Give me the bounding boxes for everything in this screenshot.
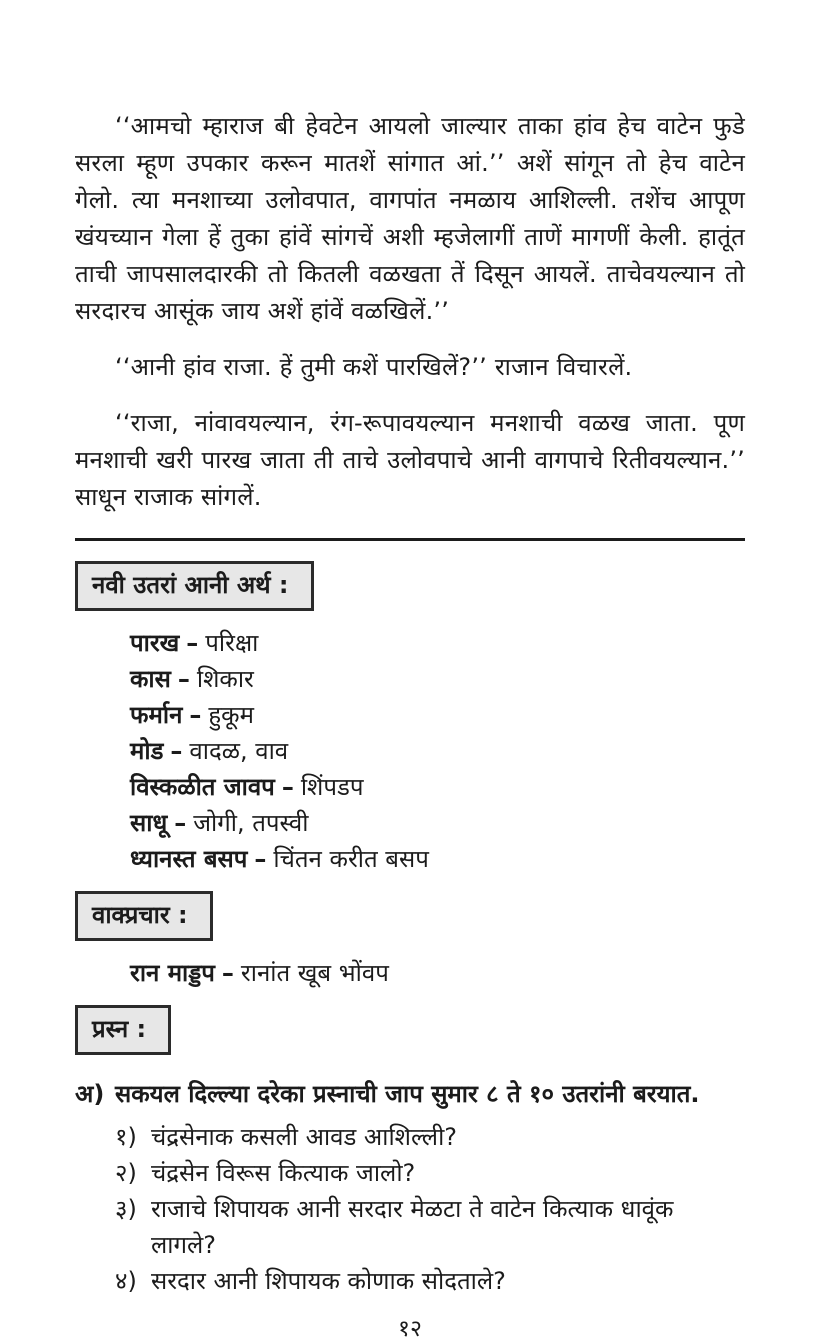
story-paragraph: ‘‘राजा, नांवावयल्यान, रंग-रूपावयल्यान मनशाची वळख जाता. पूण मनशाची खरी पारख जाता ती ताचे उलोवपाचे आनी वागपाचे रितीवयल्यान.’’ साधून राजाक सांगलें. xyxy=(75,409,745,511)
vocab-dash: – xyxy=(177,665,190,693)
vocab-term: मोड xyxy=(130,737,164,765)
questions-section-title xyxy=(75,1005,171,1055)
questions-intro xyxy=(75,1077,745,1111)
page-number: १२ xyxy=(398,1316,422,1342)
vocab-meaning: वादळ, वाव xyxy=(189,737,289,765)
phrase-term: रान माड्डप xyxy=(130,959,215,987)
vocab-meaning: जोगी, तपस्वी xyxy=(193,809,309,837)
vocab-entry xyxy=(130,697,745,733)
section-divider xyxy=(75,538,745,541)
phrase-dash: – xyxy=(221,959,234,987)
vocab-entry xyxy=(130,769,745,805)
vocab-meaning: हुकूम xyxy=(208,701,254,729)
vocab-term: ध्यानस्त बसप xyxy=(130,845,248,873)
phrase-meaning: रानांत खूब भोंवप xyxy=(240,959,389,987)
story-paragraph: ‘‘आमचो म्हाराज बी हेवटेन आयलो जाल्यार ताका हांव हेच वाटेन फुडे सरला म्हूण उपकार करून मातशें सांगात आं.’’ अशें सांगून तो हेच वाटेन गेलो. त्या मनशाच्या उलोवपात, वागपांत नमळाय आशिल्ली. तशेंच आपूण खंयच्यान गेला हें तुका हांवें सांगचें अशी म्हजेलागीं ताणें मागणीं केली. हातूंत ताची जापसालदारकी तो कितली वळखता तें दिसून आयलें. ताचेवयल्यान तो सरदारच आसूंक जाय अशें हांवें वळखिलें.’’ xyxy=(75,112,745,325)
vocab-entry xyxy=(130,805,745,841)
vocab-meaning: चिंतन करीत बसप xyxy=(273,845,429,873)
phrases-section-title-label: वाक्प्रचार : xyxy=(92,901,188,929)
phrase-entry xyxy=(130,955,745,991)
vocab-entry xyxy=(130,625,745,661)
question-item xyxy=(115,1263,745,1299)
question-text: चंद्रसेनाक कसली आवड आशिल्ली? xyxy=(151,1123,458,1151)
question-number: २) xyxy=(115,1159,137,1187)
phrases-section-title xyxy=(75,891,213,941)
vocab-term: पारख xyxy=(130,629,180,657)
questions-list xyxy=(115,1119,745,1299)
questions-intro-text: सकयल दिल्ल्या दरेका प्रस्नाची जाप सुमार ८ ते १० उतरांनी बरयात. xyxy=(115,1080,700,1108)
vocab-dash: – xyxy=(170,737,183,765)
story-paragraph: ‘‘आनी हांव राजा. हें तुमी कशें पारखिलें?’’ राजान विचारलें. xyxy=(115,353,633,381)
vocab-dash: – xyxy=(281,773,294,801)
vocab-dash: – xyxy=(254,845,267,873)
question-text: सरदार आनी शिपायक कोणाक सोदताले? xyxy=(151,1267,506,1295)
question-text: चंद्रसेन विरूस कित्याक जालो? xyxy=(151,1159,416,1187)
question-number: ४) xyxy=(115,1267,137,1295)
vocabulary-section-title xyxy=(75,561,314,611)
vocab-meaning: परिक्षा xyxy=(205,629,259,657)
question-number: ३) xyxy=(115,1195,137,1223)
vocab-entry xyxy=(130,841,745,877)
vocab-term: साधू xyxy=(130,809,168,837)
questions-intro-label: अ) xyxy=(75,1080,105,1108)
question-item xyxy=(115,1191,745,1263)
vocab-dash: – xyxy=(174,809,187,837)
vocab-dash: – xyxy=(189,701,202,729)
question-item xyxy=(115,1119,745,1155)
question-text: राजाचे शिपायक आनी सरदार मेळटा ते वाटेन कित्याक धावूंक लागले? xyxy=(151,1195,674,1259)
vocab-entry xyxy=(130,661,745,697)
questions-section-title-label: प्रस्न : xyxy=(92,1015,147,1043)
question-item xyxy=(115,1155,745,1191)
vocabulary-section-title-label: नवी उतरां आनी अर्थ : xyxy=(92,571,289,599)
vocab-dash: – xyxy=(186,629,199,657)
vocab-meaning: शिकार xyxy=(196,665,254,693)
vocab-term: फर्मान xyxy=(130,701,183,729)
vocab-term: विस्कळीत जावप xyxy=(130,773,275,801)
question-number: १) xyxy=(115,1123,137,1151)
phrases-list xyxy=(130,955,745,991)
vocab-term: कास xyxy=(130,665,171,693)
vocabulary-list xyxy=(130,625,745,877)
vocab-entry xyxy=(130,733,745,769)
vocab-meaning: शिंपडप xyxy=(300,773,364,801)
